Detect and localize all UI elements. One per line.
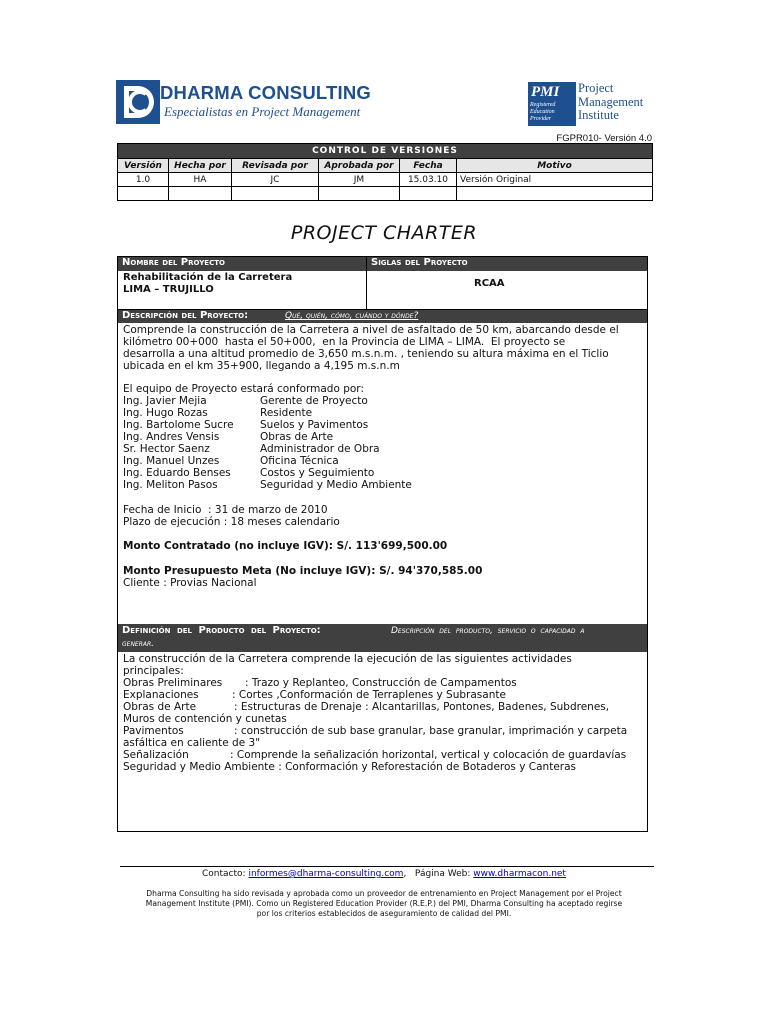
product-hint: Descripción del producto, servicio o capacidad a bbox=[391, 626, 585, 636]
legal-line: Management Institute (PMI). Como un Registered Education Provider (R.E.P.) del PMI, Dharma Consulting ha aceptado regirse bbox=[145, 899, 623, 908]
table-cell: JC bbox=[232, 173, 319, 187]
activity-desc: : Cortes ,Conformación de Terraplenes y Subrasante bbox=[232, 689, 506, 701]
activity-line: Seguridad y Medio Ambiente : Conformación y Reforestación de Botaderos y Canteras bbox=[123, 761, 577, 773]
product-label: Definición del Producto del Proyecto: bbox=[122, 625, 321, 636]
description-header bbox=[118, 310, 647, 323]
product-definition-header bbox=[118, 624, 647, 652]
table-cell: Versión Original bbox=[457, 173, 653, 187]
version-table-title: CONTROL DE VERSIONES bbox=[118, 144, 653, 159]
team-member-name: Ing. Manuel Unzes bbox=[123, 455, 220, 467]
pmi-name-line: Management bbox=[578, 94, 644, 109]
legal-line: Dharma Consulting ha sido revisada y aprobada como un proveedor de entrenamiento en Project Management por el Project bbox=[146, 889, 622, 898]
activity-desc-cont: Muros de contención y cunetas bbox=[123, 713, 287, 725]
start-date: Fecha de Inicio : 31 de marzo de 2010 bbox=[123, 504, 328, 516]
team-member-name: Ing. Hugo Rozas bbox=[123, 407, 208, 419]
project-name-line: Rehabilitación de la Carretera bbox=[123, 272, 293, 283]
pmi-name-line: Institute bbox=[578, 108, 619, 122]
column-header: Aprobada por bbox=[319, 159, 400, 173]
project-name-label: Nombre del Proyecto bbox=[122, 257, 225, 268]
pmi-badge-line: Education bbox=[530, 109, 555, 115]
pmi-mark: PMI bbox=[531, 84, 560, 100]
product-intro: principales: bbox=[123, 665, 184, 677]
pmi-name bbox=[578, 82, 643, 123]
team-member-role: Seguridad y Medio Ambiente bbox=[260, 479, 412, 491]
legal-line: por los criterios establecidos de aseguramiento de calidad del PMI. bbox=[256, 909, 512, 918]
activity-name: Pavimentos bbox=[123, 725, 184, 737]
activity-desc-cont: asfáltica en caliente de 3" bbox=[123, 737, 261, 749]
project-charter-form bbox=[117, 256, 648, 832]
activity-desc: : Trazo y Replanteo, Construcción de Campamentos bbox=[245, 677, 517, 689]
description-line: kilómetro 00+000 hasta el 50+000, en la Provincia de LIMA – LIMA. El proyecto se bbox=[123, 336, 566, 348]
website-link[interactable]: www.dharmacon.net bbox=[473, 869, 566, 879]
activity-name: Explanaciones bbox=[123, 689, 199, 701]
dharma-logo-mark-icon bbox=[116, 80, 160, 124]
team-member-name: Sr. Hector Saenz bbox=[123, 443, 210, 455]
table-row bbox=[118, 173, 653, 187]
footer-contact: Contacto: informes@dharma-consulting.com, Página Web: www.dharmacon.net bbox=[202, 869, 566, 879]
description-line: Comprende la construcción de la Carretera a nivel de asfaltado de 50 km, abarcando desde el bbox=[123, 324, 619, 336]
pmi-badge-line: Registered bbox=[530, 102, 556, 108]
team-member-name: Ing. Meliton Pasos bbox=[123, 479, 218, 491]
table-cell: JM bbox=[319, 173, 400, 187]
team-member-role: Gerente de Proyecto bbox=[260, 395, 368, 407]
project-name-line: LIMA – TRUJILLO bbox=[123, 284, 214, 295]
dharma-consulting-logo bbox=[116, 80, 371, 128]
description-label: Descripción del Proyecto: bbox=[122, 310, 249, 321]
table-cell: 1.0 bbox=[118, 173, 169, 187]
activity-name: Obras de Arte bbox=[123, 701, 197, 713]
activity-desc: : construcción de sub base granular, base granular, imprimación y carpeta bbox=[234, 725, 628, 737]
contact-email-link[interactable]: informes@dharma-consulting.com bbox=[248, 869, 404, 879]
project-acronym: RCAA bbox=[474, 278, 505, 289]
contact-label: Contacto: bbox=[202, 869, 246, 879]
footer-divider bbox=[120, 866, 654, 867]
description-line: desarrolla a una altitud promedio de 3,650 m.s.n.m. , teniendo su altura máxima en el Ticlio bbox=[123, 348, 609, 360]
table-row-empty bbox=[118, 187, 653, 201]
activity-desc: : Estructuras de Drenaje : Alcantarillas, Pontones, Badenes, Subdrenes, bbox=[234, 701, 610, 713]
description-hint: Qué, quién, cómo, cuándo y dónde? bbox=[285, 311, 419, 321]
team-member-role: Residente bbox=[260, 407, 313, 419]
contract-amount: Monto Contratado (no incluye IGV): S/. 113'699,500.00 bbox=[123, 540, 448, 552]
team-intro: El equipo de Proyecto estará conformado por: bbox=[123, 383, 364, 395]
company-tagline: Especialistas en Project Management bbox=[164, 104, 361, 119]
column-header: Revisada por bbox=[232, 159, 319, 173]
goal-amount: Monto Presupuesto Meta (No incluye IGV): S/. 94'370,585.00 bbox=[123, 565, 483, 577]
team-member-name: Ing. Eduardo Benses bbox=[123, 467, 231, 479]
product-intro: La construcción de la Carretera comprende la ejecución de las siguientes actividades bbox=[123, 653, 572, 665]
project-name-header bbox=[118, 257, 647, 271]
activity-name: Obras Preliminares bbox=[123, 677, 223, 689]
project-acronym-label: Siglas del Proyecto bbox=[371, 257, 468, 268]
column-header: Hecha por bbox=[169, 159, 232, 173]
team-member-name: Ing. Andres Vensis bbox=[123, 431, 220, 443]
company-name: DHARMA CONSULTING bbox=[160, 82, 371, 103]
column-header: Motivo bbox=[457, 159, 653, 173]
table-cell: 15.03.10 bbox=[400, 173, 457, 187]
version-control-table bbox=[117, 143, 653, 201]
team-member-name: Ing. Bartolome Sucre bbox=[123, 419, 234, 431]
pmi-logo bbox=[528, 82, 658, 130]
team-member-role: Suelos y Pavimentos bbox=[260, 419, 369, 431]
team-member-role: Obras de Arte bbox=[260, 431, 334, 443]
activity-name: Señalización bbox=[123, 749, 189, 761]
duration: Plazo de ejecución : 18 meses calendario bbox=[123, 516, 340, 528]
pmi-rep-badge bbox=[528, 82, 576, 126]
column-divider bbox=[366, 257, 367, 310]
team-member-role: Oficina Técnica bbox=[260, 455, 339, 467]
document-code: FGPR010- Versión 4.0 bbox=[556, 133, 652, 144]
description-line: ubicada en el km 35+900, llegando a 4,195 m.s.n.m bbox=[123, 360, 400, 372]
team-member-role: Administrador de Obra bbox=[260, 443, 380, 455]
activity-desc: : Comprende la señalización horizontal, vertical y colocación de guardavías bbox=[230, 749, 627, 761]
footer-legal-notice bbox=[112, 889, 656, 919]
team-member-role: Costos y Seguimiento bbox=[260, 467, 375, 479]
page-title: PROJECT CHARTER bbox=[290, 222, 478, 244]
pmi-name-line: Project bbox=[578, 81, 614, 95]
client: Cliente : Provias Nacional bbox=[123, 577, 257, 589]
pmi-badge-line: Provider bbox=[530, 116, 552, 122]
team-member-name: Ing. Javier Mejia bbox=[123, 395, 207, 407]
product-hint: generar. bbox=[122, 639, 155, 649]
column-header: Fecha bbox=[400, 159, 457, 173]
column-header: Versión bbox=[118, 159, 169, 173]
web-label: Página Web: bbox=[414, 869, 471, 879]
version-table-header bbox=[118, 159, 653, 173]
table-cell: HA bbox=[169, 173, 232, 187]
